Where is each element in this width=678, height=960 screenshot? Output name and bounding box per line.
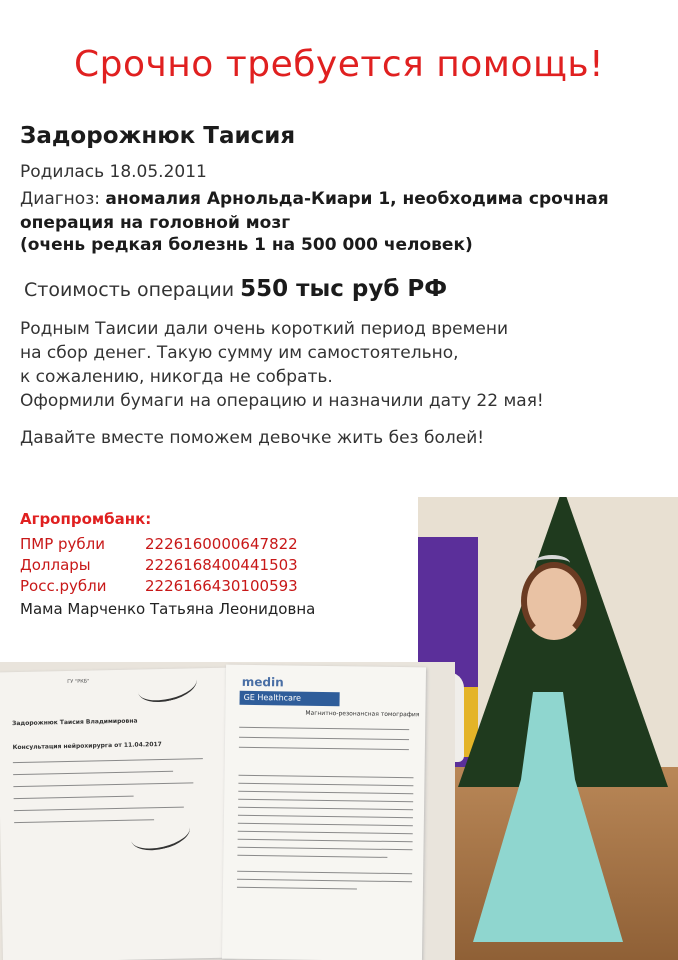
diagnosis-text-1: аномалия Арнольда-Киари 1, необходима срочная xyxy=(105,189,609,209)
doc-title: Консультация нейрохирурга от 11.04.2017 xyxy=(12,741,162,752)
documents-photo xyxy=(0,662,455,960)
diagnosis xyxy=(20,187,660,235)
bank-name: Агропромбанк: xyxy=(20,510,152,528)
patient-name: Задорожнюк Таисия xyxy=(20,123,296,149)
call-to-action: Давайте вместе поможем девочке жить без болей! xyxy=(20,428,485,448)
medin-logo: medin xyxy=(241,674,284,690)
mri-document xyxy=(222,665,426,960)
rarity-note: (очень редкая болезнь 1 на 500 000 человек) xyxy=(20,235,473,255)
diagnosis-prefix: Диагноз: xyxy=(20,189,106,209)
doc-header: ГУ "РКБ" xyxy=(67,678,90,685)
account-row xyxy=(20,556,298,574)
tiara xyxy=(534,555,570,571)
signature xyxy=(135,664,200,707)
girl-head xyxy=(521,562,587,640)
account-row xyxy=(20,577,298,595)
account-number: 2226166430100593 xyxy=(145,577,298,595)
cost-label: Стоимость операции xyxy=(24,279,241,301)
story-line: Родным Таисии дали очень короткий период времени xyxy=(20,319,509,339)
diagnosis-text-2: операция на головной мозг xyxy=(20,213,291,233)
account-label: ПМР рубли xyxy=(20,535,106,553)
headline: Срочно требуется помощь! xyxy=(73,44,605,85)
account-row xyxy=(20,535,298,553)
story-line: на сбор денег. Такую сумму им самостоятельно, xyxy=(20,343,459,363)
account-number: 2226160000647822 xyxy=(145,535,298,553)
cost-amount: 550 тыс руб РФ xyxy=(240,276,448,302)
birth-date: Родилась 18.05.2011 xyxy=(20,162,207,182)
story-paragraph xyxy=(20,317,670,413)
account-label: Росс.рубли xyxy=(20,577,107,595)
story-line: к сожалению, никогда не собрать. xyxy=(20,367,333,387)
account-holder: Мама Марченко Татьяна Леонидовна xyxy=(20,600,316,618)
girl-photo xyxy=(418,497,678,960)
account-label: Доллары xyxy=(20,556,91,574)
account-number: 2226168400441503 xyxy=(145,556,298,574)
consultation-document xyxy=(0,668,235,960)
doc-title: Магнитно-резонансная томография xyxy=(305,709,420,719)
ge-healthcare-logo: GE Healthcare xyxy=(240,691,340,706)
story-line: Оформили бумаги на операцию и назначили дату 22 мая! xyxy=(20,391,544,411)
operation-cost xyxy=(24,276,447,302)
doc-patient-name: Задорожнюк Таисия Владимировна xyxy=(11,717,138,728)
